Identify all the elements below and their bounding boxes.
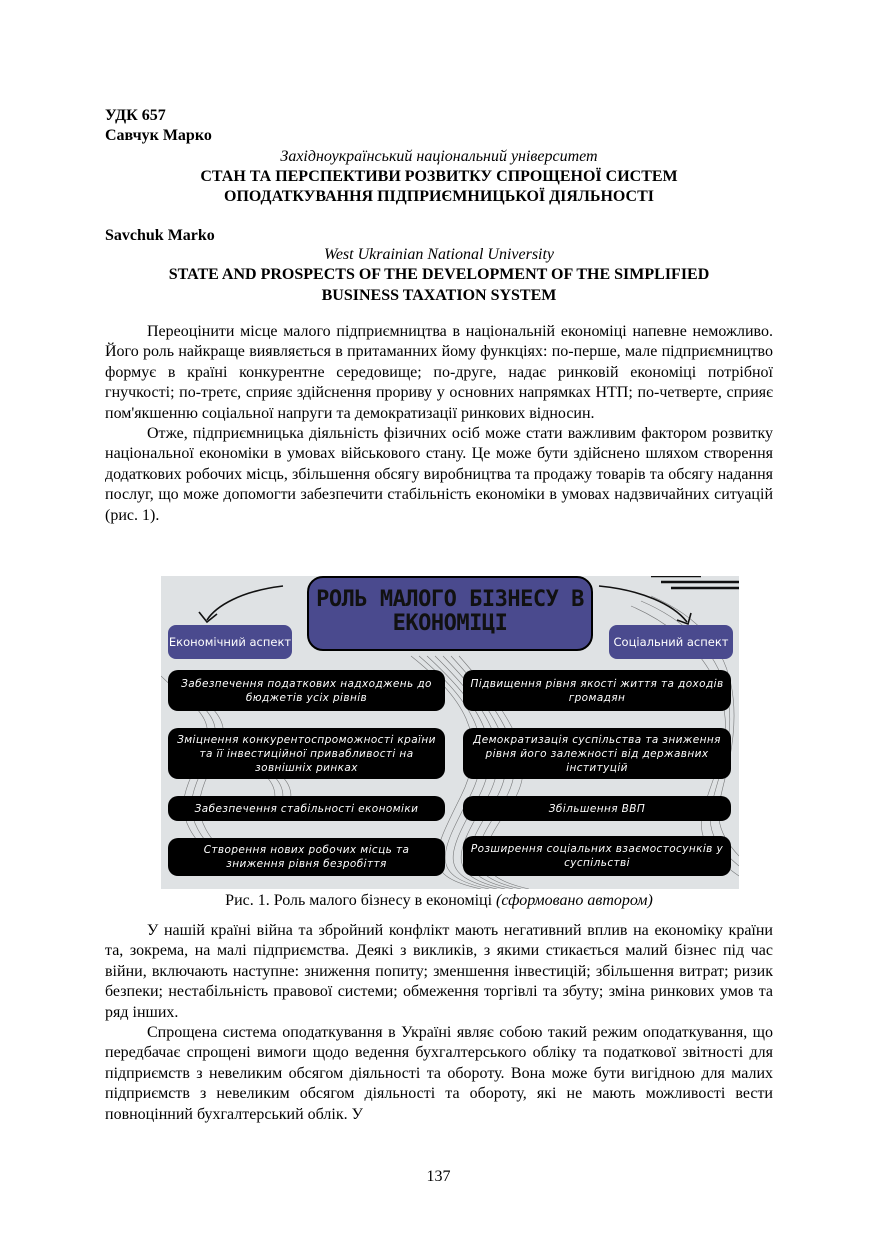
social-aspect-header: Соціальний аспект xyxy=(609,625,733,659)
title-ua-line1: СТАН ТА ПЕРСПЕКТИВИ РОЗВИТКУ СПРОЩЕНОЇ СИСТЕМ xyxy=(200,168,678,185)
university-ua: Західноукраїнський національний університет xyxy=(280,148,598,165)
economic-item: Забезпечення стабільності економіки xyxy=(168,796,445,821)
economic-aspect-header: Економічний аспект xyxy=(168,625,292,659)
paragraph: Спрощена система оподаткування в Україні являє собою такий режим оподаткування, що передбачає спрощені вимоги щодо ведення бухгалтерського обліку та податкової звітності для підприємств з невеликим обсягом діяльності та обороту. Вона може бути вигідною для малих підприємств з невеликим обсягом діяльності та обороту, які не мають можливості вести повноцінний бухгалтерський облік. У xyxy=(105,1024,773,1123)
social-item: Збільшення ВВП xyxy=(463,796,731,821)
figure-caption xyxy=(105,891,773,911)
body-bottom xyxy=(105,921,773,1125)
social-item: Підвищення рівня якості життя та доходів громадян xyxy=(463,670,731,711)
paragraph: Отже, підприємницька діяльність фізичних осіб може стати важливим фактором розвитку національної економіки в умовах військового стану. Це може бути здійснено шляхом створення додаткових робочих місць, збільшення обсягу виробництва та продажу товарів та обсягу надання послуг, що може допомогти забезпечити стабільність економіки в умовах надзвичайних ситуацій (рис. 1). xyxy=(105,425,773,524)
body-top xyxy=(105,322,773,526)
caption-main: Рис. 1. Роль малого бізнесу в економіці xyxy=(225,892,497,909)
title-en-line1: STATE AND PROSPECTS OF THE DEVELOPMENT OF THE SIMPLIFIED xyxy=(168,266,710,283)
paragraph: Переоцінити місце малого підприємництва в національній економіці напевне неможливо. Його роль найкраще виявляється в притаманних йому функціях: по-перше, мале підприємництво формує в країні конкурентне середовище; по-друге, надає ринковій економіці потрібної гнучкості; по-третє, сприяє здійснення прориву у основних напрямках НТП; по-четверте, сприяє пом'якшенню соціальної напруги та демократизації ринкових відносин. xyxy=(105,323,773,422)
university-en: West Ukrainian National University xyxy=(323,246,555,263)
social-item: Розширення соціальних взаємостосунків у суспільстві xyxy=(463,836,731,876)
figure-title xyxy=(307,576,593,651)
social-item: Демократизація суспільства та зниження рівня його залежності від державних інституцій xyxy=(463,728,731,779)
page-number: 137 xyxy=(426,1168,451,1185)
economic-item: Зміцнення конкурентоспроможності країни та її інвестиційної привабливості на зовнішніх ринках xyxy=(168,728,445,779)
title-en-line2: BUSINESS TAXATION SYSTEM xyxy=(321,287,557,304)
figure-role-of-small-business xyxy=(161,576,739,889)
figure-title-line2: ЕКОНОМІЦІ xyxy=(392,611,508,636)
figure-title-line1: РОЛЬ МАЛОГО БІЗНЕСУ В xyxy=(316,587,584,612)
economic-item: Створення нових робочих місць та зниження рівня безробіття xyxy=(168,838,445,876)
udk-code: УДК 657 xyxy=(105,107,166,124)
author-ua: Савчук Марко xyxy=(105,127,212,144)
economic-item: Забезпечення податкових надходжень до бюджетів усіх рівнів xyxy=(168,670,445,711)
caption-italic: (сформовано автором) xyxy=(496,892,653,909)
author-en: Savchuk Marko xyxy=(105,227,215,244)
title-ua-line2: ОПОДАТКУВАННЯ ПІДПРИЄМНИЦЬКОЇ ДІЯЛЬНОСТІ xyxy=(224,188,654,205)
paragraph: У нашій країні війна та збройний конфлікт мають негативний вплив на економіку країни та, зокрема, на малі підприємства. Деякі з викликів, з якими стикається малий бізнес під час війни, включають наступне: зниження попиту; зменшення інвестицій; збільшення витрат; ризик безпеки; нестабільність правової системи; обмеження торгівлі та збуту; зміна ринкових умов та ряд інших. xyxy=(105,922,773,1021)
